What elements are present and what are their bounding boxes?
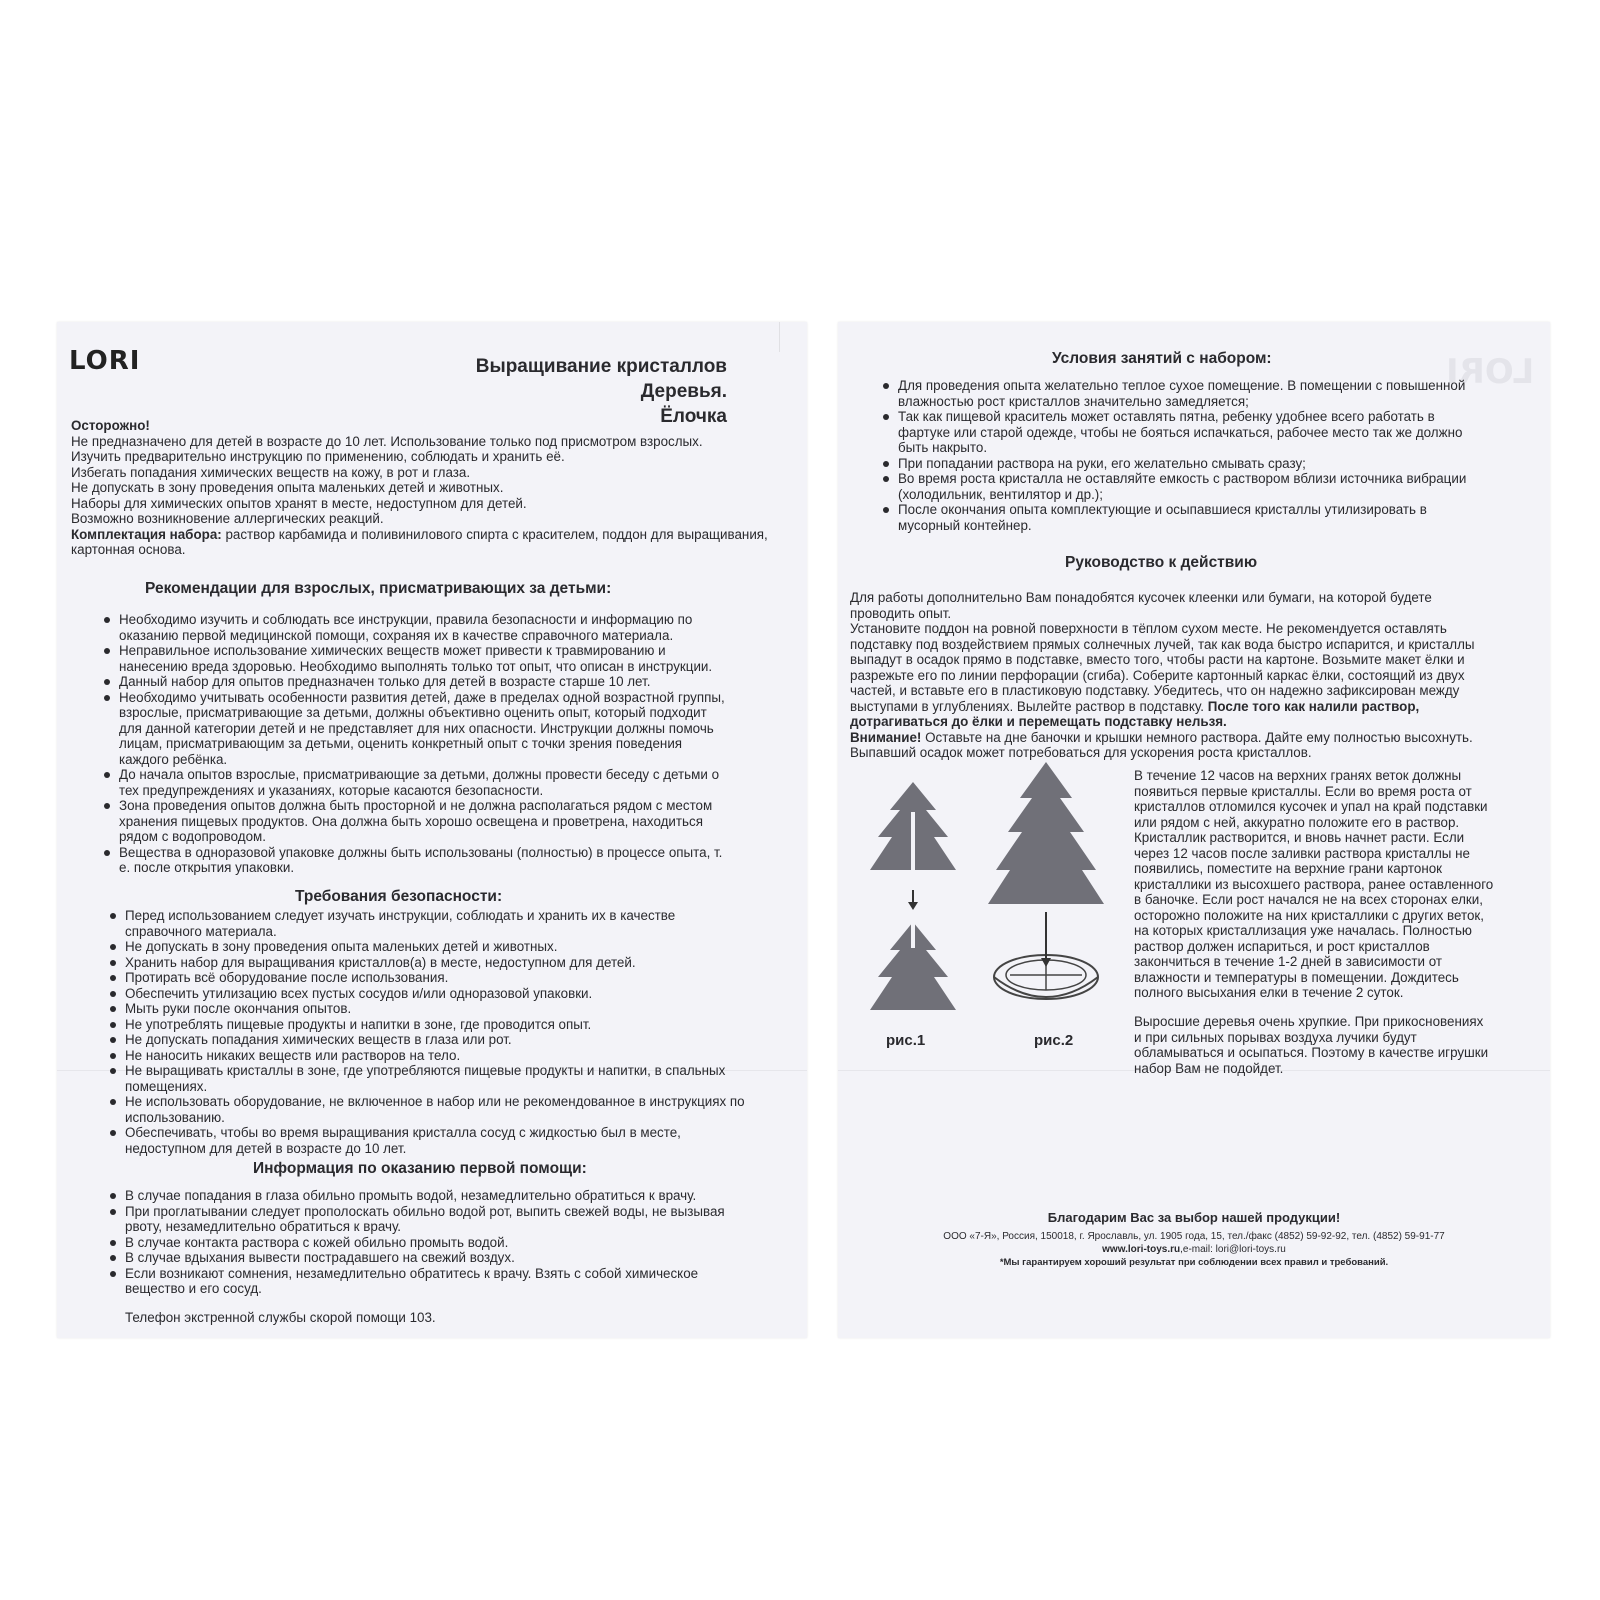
kit-contents xyxy=(71,527,771,558)
email-text: ,e-mail: lori@lori-toys.ru xyxy=(1180,1244,1286,1255)
kit-text: раствор карбамида и поливинилового спирта с красителем, поддон для выращивания, картонная основа. xyxy=(71,526,768,557)
list-item: При попадании раствора на руки, его желательно смывать сразу; xyxy=(880,456,1480,472)
title-line: Ёлочка xyxy=(660,406,727,427)
list-item: После окончания опыта комплектующие и осыпавшиеся кристаллы утилизировать в мусорный контейнер. xyxy=(880,502,1480,533)
first-aid-list xyxy=(107,1188,747,1297)
guide-intro: Для работы дополнительно Вам понадобятся кусочек клеенки или бумаги, на которой будете проводить опыт. xyxy=(850,590,1432,621)
fold-mark xyxy=(779,322,780,352)
list-item: При проглатывании следует прополоскать обильно водой рот, выпить свежей воды, не вызывая рвоту, незамедлительно обратиться к врачу. xyxy=(107,1204,747,1235)
title-line: Деревья. xyxy=(640,381,727,402)
list-item: Обеспечивать, чтобы во время выращивания кристалла сосуд с жидкостью был в месте, недоступном для детей в возрасте до 10 лет. xyxy=(107,1125,747,1156)
slot-cut xyxy=(911,922,915,948)
recommendations-heading: Рекомендации для взрослых, присматривающих за детьми: xyxy=(145,580,612,597)
list-item: В случае попадания в глаза обильно промыть водой, незамедлительно обратиться к врачу. xyxy=(107,1188,747,1204)
list-item: Обеспечить утилизацию всех пустых сосудов и/или одноразовой упаковки. xyxy=(107,986,747,1002)
emergency-phone: Телефон экстренной службы скорой помощи 103. xyxy=(125,1310,436,1325)
company-address: ООО «7-Я», Россия, 150018, г. Ярославль, ул. 1905 года, 15, тел./факс (4852) 59-92-92, тел. (4852) 59-91-77 xyxy=(943,1231,1445,1242)
guide-steps: Установите поддон на ровной поверхности в тёплом сухом месте. Не рекомендуется оставлять подставку под воздействием прямых солнечных лучей, так как вода быстро испарится, и кристаллы выпадут в осадок прямо в подставке, вместо того, чтобы расти на картоне. Возьмите макет ёлки и разрежьте его по линии перфорации (сгиба). Соберите картонный каркас ёлки, состоящий из двух частей, и вставьте его в пластиковую подставку. Убедитесь, что он надежно зафиксирован между выступами в углублениях. Вылейте раствор в подставку. xyxy=(850,621,1475,714)
right-leaflet-page xyxy=(838,322,1550,1338)
warning-line: Возможно возникновение аллергических реакций. xyxy=(71,511,384,526)
list-item: Зона проведения опытов должна быть просторной и не должна располагаться рядом с местом хранения пищевых продуктов. Она должна быть хорошо освещена и проветрена, находиться рядом с водопроводом. xyxy=(101,798,731,845)
list-item: В случае контакта раствора с кожей обильно промыть водой. xyxy=(107,1235,747,1251)
leaflet-footer xyxy=(838,1210,1550,1268)
figure-1-illustration xyxy=(868,782,958,1022)
list-item: Если возникают сомнения, незамедлительно обратитесь к врачу. Взять с собой химическое вещество и его сосуд. xyxy=(107,1266,747,1297)
list-item: Мыть руки после окончания опытов. xyxy=(107,1001,747,1017)
list-item: Не наносить никаких веществ или растворов на тело. xyxy=(107,1048,747,1064)
list-item: Перед использованием следует изучать инструкции, соблюдать и хранить их в качестве справочного материала. xyxy=(107,908,747,939)
figure-1-label: рис.1 xyxy=(886,1032,926,1049)
first-aid-heading: Информация по оказанию первой помощи: xyxy=(253,1160,587,1177)
warning-line: Избегать попадания химических веществ на кожу, в рот и глаза. xyxy=(71,464,471,480)
guide-heading: Руководство к действию xyxy=(1065,554,1258,571)
warning-heading: Осторожно! xyxy=(71,418,150,433)
arrow-head-icon xyxy=(908,902,918,910)
attention-label: Внимание! xyxy=(850,729,922,745)
guide-steps-warning: После того как налили раствор, дотрагиваться до ёлки и перемещать подставку нельзя. xyxy=(850,698,1420,729)
attention-text: Оставьте на дне баночки и крышки немного раствора. Дайте ему полностью высохнуть. Выпавший осадок может потребоваться для ускорения роста кристаллов. xyxy=(850,729,1473,760)
guarantee-note: *Мы гарантируем хороший результат при соблюдении всех правил и требований. xyxy=(999,1257,1389,1268)
fragile-text: Выросшие деревья очень хрупкие. При прикосновениях и при сильных порывах воздуха лучики будут обламываться и осыпаться. Поэтому в качестве игрушки набор Вам не подойдет. xyxy=(1134,1014,1489,1076)
list-item: Неправильное использование химических веществ может привести к травмированию и нанесению вреда здоровью. Необходимо выполнять только тот опыт, что описан в инструкции. xyxy=(101,643,731,674)
warning-line: Не предназначено для детей в возрасте до 10 лет. Использование только под присмотром взрослых. xyxy=(71,433,703,449)
list-item: До начала опытов взрослые, присматривающие за детьми, должны провести беседу с детьми о тех предупреждениях и указаниях, которые касаются безопасности. xyxy=(101,767,731,798)
warning-line: Наборы для химических опытов хранят в месте, недоступном для детей. xyxy=(71,495,527,511)
safety-heading: Требования безопасности: xyxy=(295,888,503,905)
growth-text: В течение 12 часов на верхних гранях веток должны появиться первые кристаллы. Если во время роста от кристаллов отломился кусочек и упал на край подставки или рядом с ней, аккуратно положите его в раствор. Кристаллик растворится, и вновь начнет расти. Если через 12 часов после заливки раствора кристаллы не появились, поместите на верхние грани картонок кристаллики из высохшего раствора, ранее оставленного в баночке. Если рост начался не на всех сторонах елки, осторожно положите на них кристаллики с других веток, на которых кристаллизация уже началась. Полностью раствор должен испариться, и рост кристаллов закончиться в течение 1-2 дней в зависимости от влажности и температуры в помещении. Дождитесь полного высыхания елки в течение 2 суток. xyxy=(1134,768,1494,1000)
slot-cut xyxy=(911,812,915,872)
contacts-line xyxy=(838,1244,1550,1255)
kit-label: Комплектация набора: xyxy=(71,526,222,542)
safety-list xyxy=(107,908,747,1156)
list-item: Не употреблять пищевые продукты и напитки в зоне, где проводится опыт. xyxy=(107,1017,747,1033)
list-item: Не допускать в зону проведения опыта маленьких детей и животных. xyxy=(107,939,747,955)
assembled-tree xyxy=(988,762,1104,904)
conditions-list xyxy=(880,378,1480,533)
list-item: Во время роста кристалла не оставляйте емкость с раствором вблизи источника вибрации (холодильник, вентилятор и др.); xyxy=(880,471,1480,502)
figure-2-illustration xyxy=(986,762,1106,1022)
guide-text xyxy=(850,590,1498,761)
list-item: Хранить набор для выращивания кристаллов(а) в месте, недоступном для детей. xyxy=(107,955,747,971)
warning-line: Не допускать в зону проведения опыта маленьких детей и животных. xyxy=(71,480,504,495)
title-line: Выращивание кристаллов xyxy=(475,356,727,377)
list-item: В случае вдыхания вывести пострадавшего на свежий воздух. xyxy=(107,1250,747,1266)
figure-2-label: рис.2 xyxy=(1034,1032,1074,1049)
list-item: Не выращивать кристаллы в зоне, где употребляются пищевые продукты и напитки, в спальных помещениях. xyxy=(107,1063,747,1094)
list-item: Данный набор для опытов предназначен только для детей в возрасте старше 10 лет. xyxy=(101,674,731,690)
warning-line: Изучить предварительно инструкцию по применению, соблюдать и хранить её. xyxy=(71,449,565,464)
show-through-logo: LORI xyxy=(1445,352,1534,392)
list-item: Необходимо учитывать особенности развития детей, даже в пределах одной возрастной группы, взрослые, присматривающие за детьми, должны объективно оценить опыт, который подходит для данной категории детей и не представляет для них опасности. Инструкции должны помочь лицам, присматривающим за детьми, оценить конкретный опыт с точки зрения поведения каждого ребёнка. xyxy=(101,690,731,768)
thanks-line: Благодарим Вас за выбор нашей продукции! xyxy=(1047,1210,1341,1225)
list-item: Протирать всё оборудование после использования. xyxy=(107,970,747,986)
arrow-head-icon xyxy=(1041,958,1051,967)
brand-logo: LORI xyxy=(69,346,141,376)
list-item: Необходимо изучить и соблюдать все инструкции, правила безопасности и информацию по оказанию первой медицинской помощи, сохраняя их в качестве справочного материала. xyxy=(101,612,731,643)
list-item: Для проведения опыта желательно теплое сухое помещение. В помещении с повышенной влажностью рост кристаллов значительно замедляется; xyxy=(880,378,1480,409)
warning-section xyxy=(71,418,771,558)
conditions-heading: Условия занятий с набором: xyxy=(1052,350,1272,367)
list-item: Не допускать попадания химических веществ в глаза или рот. xyxy=(107,1032,747,1048)
list-item: Так как пищевой краситель может оставлять пятна, ребенку удобнее всего работать в фартуке или старой одежде, чтобы не бояться испачкаться, рабочее место так же должно быть накрыто. xyxy=(880,409,1480,456)
left-leaflet-page xyxy=(57,322,807,1338)
website-link[interactable]: www.lori-toys.ru xyxy=(1102,1244,1181,1255)
list-item: Вещества в одноразовой упаковке должны быть использованы (полностью) в процессе опыта, т. е. после открытия упаковки. xyxy=(101,845,731,876)
list-item: Не использовать оборудование, не включенное в набор или не рекомендованное в инструкциях по использованию. xyxy=(107,1094,747,1125)
recommendations-list xyxy=(101,612,731,876)
